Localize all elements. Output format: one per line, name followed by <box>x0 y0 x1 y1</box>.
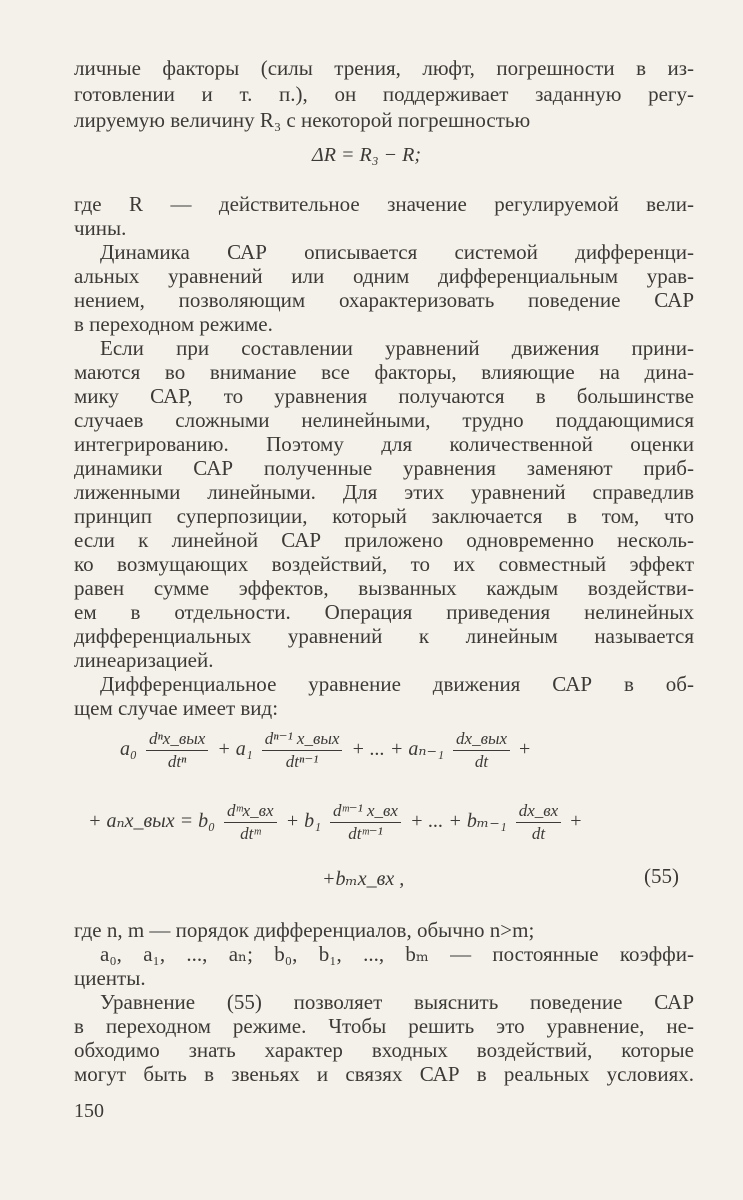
equation-line-3: +bₘx_вх , <box>322 868 405 890</box>
text-line: альных уравнений или одним дифференциальным урав- <box>74 264 694 288</box>
text-line: ко возмущающих воздействий, то их совместный эффект <box>74 552 694 576</box>
text-line: ем в отдельности. Операция приведения нелинейных <box>74 600 694 624</box>
fraction: $\frac{\text{dⁿ⁻¹ x\_вых}}{\text{dtⁿ⁻¹}}$ <box>262 728 343 773</box>
fraction: $\frac{\text{dᵐ⁻¹ x\_вх}}{\text{dtᵐ⁻¹}}$ <box>330 800 401 845</box>
text-line: равен сумме эффектов, вызванных каждым воздействи- <box>74 576 694 600</box>
text-line: Уравнение (55) позволяет выяснить поведение САР <box>100 990 694 1014</box>
text-line: лируемую величину R₃ с некоторой погрешностью <box>74 108 531 132</box>
text-line: a₀, a₁, ..., aₙ; b₀, b₁, ..., bₘ — постоянные коэффи- <box>100 942 694 966</box>
text-line: интегрированию. Поэтому для количественной оценки <box>74 432 694 456</box>
text-line: маются во внимание все факторы, влияющие на дина- <box>74 360 694 384</box>
text-line: линеаризацией. <box>74 648 214 672</box>
equation-line-1: a₀ $\frac{\text{dⁿx\_вых}}{\text{dtⁿ}}$ + a₁ $\frac{\text{dⁿ⁻¹ x\_вых}}{\text{dtⁿ⁻¹}}$ + ... + aₙ₋₁ $\frac{\text{dx\_вых}}{dt}$ + <box>120 729 531 771</box>
equation-line-2: + aₙx_вых = b₀ $\frac{\text{dᵐx\_вх}}{\text{dtᵐ}}$ + b₁ $\frac{\text{dᵐ⁻¹ x\_вх}}{\text{dtᵐ⁻¹}}$ + ... + bₘ₋₁ $\frac{dx\_вх}{dt}$ + <box>88 801 582 843</box>
text-line: где n, m — порядок дифференциалов, обычно n>m; <box>74 918 535 942</box>
text-line: циенты. <box>74 966 146 990</box>
text-line: лиженными линейными. Для этих уравнений справедлив <box>74 480 694 504</box>
text-line: щем случае имеет вид: <box>74 696 279 720</box>
text-line: нением, позволяющим охарактеризовать поведение САР <box>74 288 694 312</box>
text-line: Дифференциальное уравнение движения САР в об- <box>100 672 694 696</box>
formula-delta-r: ΔR = R₃ − R; <box>312 144 421 166</box>
page-number: 150 <box>74 1100 104 1122</box>
fraction: $\frac{dx\_вх}{dt}$ <box>516 800 561 845</box>
text-line: мику САР, то уравнения получаются в большинстве <box>74 384 694 408</box>
fraction: $\frac{\text{dⁿx\_вых}}{\text{dtⁿ}}$ <box>146 728 208 773</box>
text-line: личные факторы (силы трения, люфт, погрешности в из- <box>74 56 694 80</box>
text-line: в переходном режиме. <box>74 312 273 336</box>
text-line: в переходном режиме. Чтобы решить это уравнение, не- <box>74 1014 694 1038</box>
text-line: если к линейной САР приложено одновременно несколь- <box>74 528 694 552</box>
text-line: могут быть в звеньях и связях САР в реальных условиях. <box>74 1062 694 1086</box>
text-line: случаев сложными нелинейными, трудно поддающимися <box>74 408 694 432</box>
text-line: Динамика САР описывается системой дифференци- <box>100 240 694 264</box>
equation-number: (55) <box>644 864 679 888</box>
text-line: принцип суперпозиции, который заключается в том, что <box>74 504 694 528</box>
text-line: чины. <box>74 216 127 240</box>
text-line: где R — действительное значение регулируемой вели- <box>74 192 694 216</box>
text-line: готовлении и т. п.), он поддерживает заданную регу- <box>74 82 694 106</box>
text-line: обходимо знать характер входных воздействий, которые <box>74 1038 694 1062</box>
text-line: Если при составлении уравнений движения прини- <box>100 336 694 360</box>
text-line: динамики САР полученные уравнения заменяют приб- <box>74 456 694 480</box>
fraction: $\frac{\text{dᵐx\_вх}}{\text{dtᵐ}}$ <box>224 800 277 845</box>
fraction: $\frac{\text{dx\_вых}}{dt}$ <box>453 728 510 773</box>
text-line: дифференциальных уравнений к линейным называется <box>74 624 694 648</box>
